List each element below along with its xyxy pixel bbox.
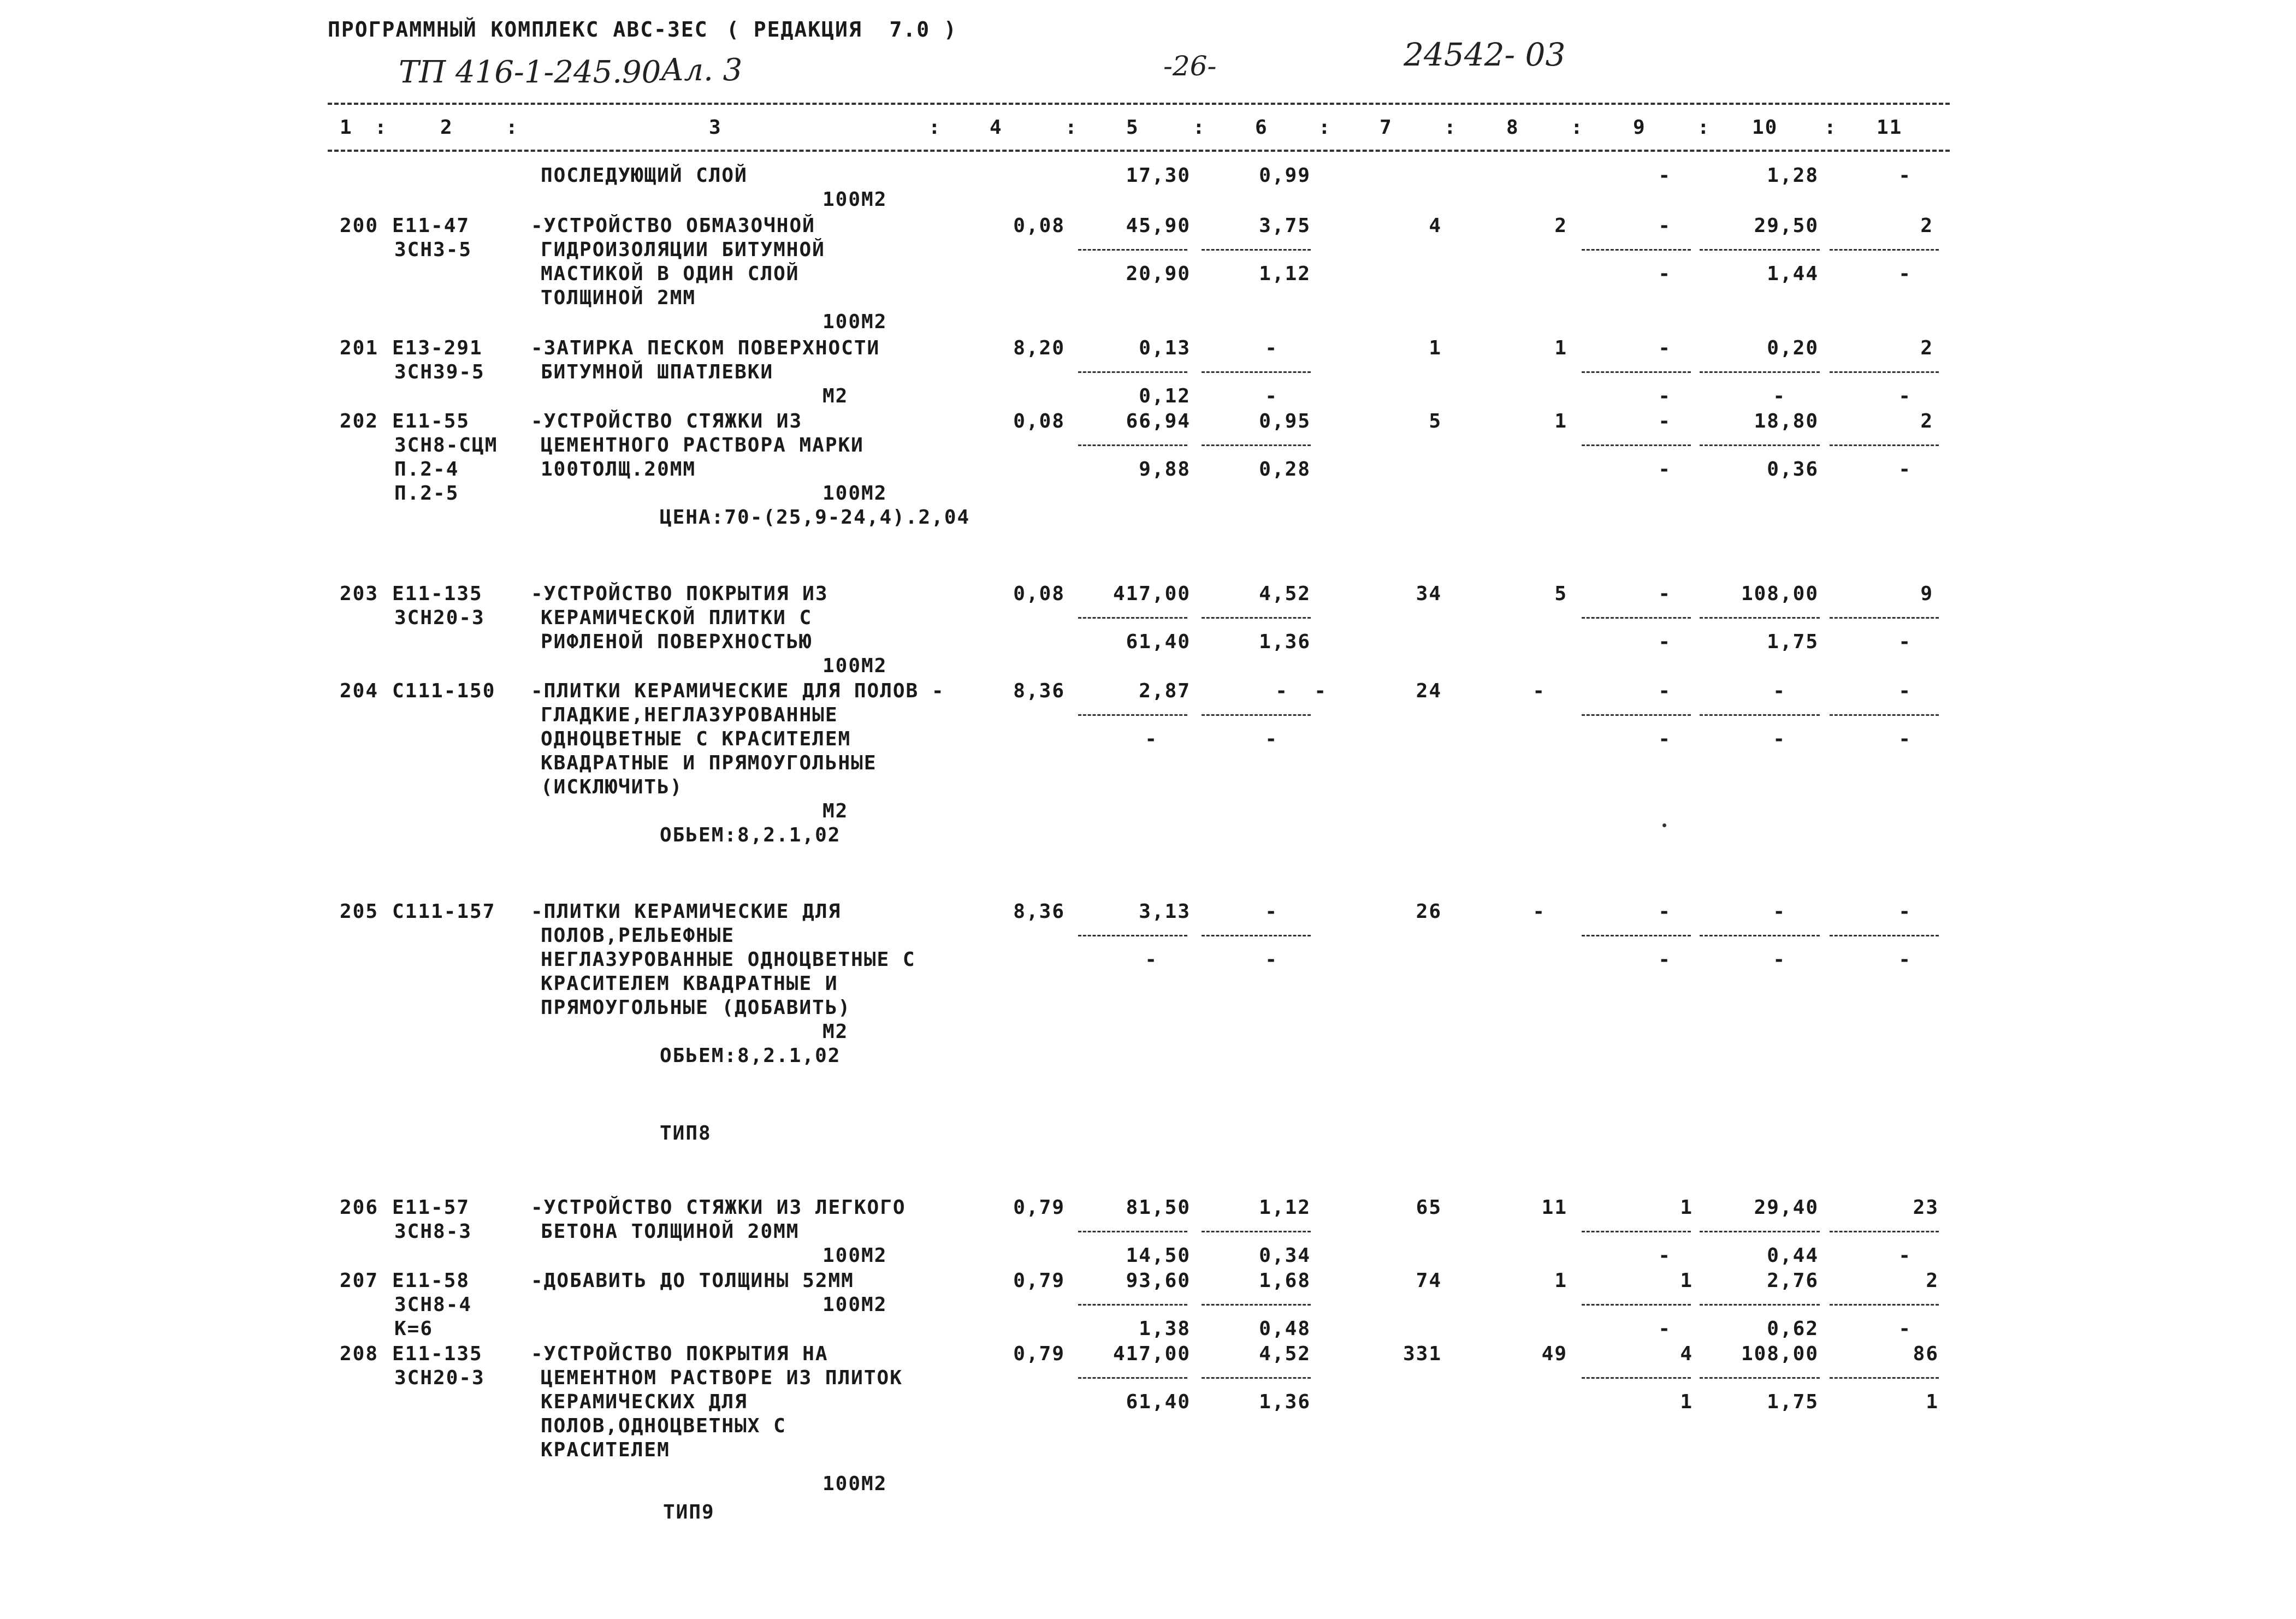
cell-c9-bottom: -	[1658, 1244, 1671, 1267]
divider	[1700, 1231, 1820, 1232]
divider	[1830, 1231, 1939, 1232]
divider	[1202, 249, 1311, 251]
work-name: -ПЛИТКИ КЕРАМИЧЕСКИЕ ДЛЯ ПОЛОВ -	[531, 680, 945, 702]
col-header-6: 6	[1255, 116, 1268, 139]
cell-c6-top: 0,95	[1259, 410, 1311, 432]
volume-formula: ОБЬЕМ:8,2.1,02	[660, 824, 841, 846]
cell-c10-bottom: 0,62	[1767, 1318, 1819, 1340]
cell-c9-bottom: -	[1658, 728, 1671, 750]
work-name: 100ТОЛЩ.20ММ	[541, 458, 696, 481]
cell-c10-bottom: 0,44	[1767, 1244, 1819, 1267]
cell-c6-bottom: -	[1265, 728, 1278, 750]
work-name: ПОЛОВ,ОДНОЦВЕТНЫХ С	[541, 1415, 786, 1437]
cell-c11-top: 86	[1913, 1343, 1939, 1365]
program-title: ПРОГРАММНЫЙ КОМПЛЕКС АВС-3ЕС	[328, 17, 708, 41]
cell-c10-top: -	[1773, 900, 1786, 923]
divider	[1202, 1377, 1311, 1379]
cell-c5-bottom: 17,30	[1126, 164, 1191, 187]
col-sep: :	[1571, 116, 1584, 139]
col-header-11: 11	[1877, 116, 1903, 139]
cell-c10-top: 29,40	[1754, 1196, 1819, 1219]
cell-c5-top: 3,13	[1139, 900, 1191, 923]
divider	[1582, 714, 1691, 716]
cell-c6-bottom: 1,36	[1259, 1391, 1311, 1413]
row-number: 207	[340, 1270, 379, 1292]
work-name: МАСТИКОЙ В ОДИН СЛОЙ	[541, 263, 800, 285]
cell-c10-bottom: 1,44	[1767, 263, 1819, 285]
volume-formula: ОБЬЕМ:8,2.1,02	[660, 1045, 841, 1067]
work-name: -УСТРОЙСТВО СТЯЖКИ ИЗ	[531, 410, 803, 432]
rate-code: С111-150	[392, 680, 496, 702]
cell-c6-top: - -	[1275, 680, 1327, 702]
col-sep: :	[1065, 116, 1078, 139]
cell-c10-top: 0,20	[1767, 337, 1819, 359]
cell-c9-top: -	[1658, 583, 1671, 605]
cell-c11-bottom: -	[1898, 385, 1912, 407]
work-name: ГИДРОИЗОЛЯЦИИ БИТУМНОЙ	[541, 239, 825, 261]
cell-c11-bottom: -	[1898, 1244, 1912, 1267]
cell-c5-top: 2,87	[1139, 680, 1191, 702]
work-name: -УСТРОЙСТВО ПОКРЫТИЯ ИЗ	[531, 583, 829, 605]
work-name: -ДОБАВИТЬ ДО ТОЛЩИНЫ 52ММ	[531, 1270, 854, 1292]
col-sep: :	[1824, 116, 1837, 139]
divider	[1202, 371, 1311, 373]
cell-c5-top: 81,50	[1126, 1196, 1191, 1219]
work-name: КЕРАМИЧЕСКИХ ДЛЯ	[541, 1391, 748, 1413]
cell-c6-bottom: 0,99	[1259, 164, 1311, 187]
unit: 100М2	[822, 188, 887, 211]
header-top-rule	[328, 103, 1950, 105]
cell-c9-bottom: -	[1658, 164, 1671, 187]
quantity: 8,36	[1013, 680, 1065, 702]
cell-c5-bottom: 20,90	[1126, 263, 1191, 285]
divider	[1202, 935, 1311, 936]
divider	[1078, 617, 1187, 619]
cell-c11-bottom: -	[1898, 948, 1912, 971]
work-name: ГЛАДКИЕ,НЕГЛАЗУРОВАННЫЕ	[541, 704, 838, 726]
divider	[1582, 1304, 1691, 1306]
cell-c10-top: 108,00	[1741, 583, 1819, 605]
price-code: ЗСН20-3	[394, 607, 485, 629]
cell-c10-top: 29,50	[1754, 215, 1819, 237]
cell-c8: 2	[1554, 215, 1567, 237]
cell-c6-bottom: -	[1265, 385, 1278, 407]
section-label: ТИП8	[660, 1122, 712, 1144]
col-header-4: 4	[990, 116, 1003, 139]
col-header-1: 1	[340, 116, 353, 139]
work-name: ПОСЛЕДУЮЩИЙ СЛОЙ	[541, 164, 748, 187]
cell-c10-bottom: 0,36	[1767, 458, 1819, 481]
price-formula: ЦЕНА:70-(25,9-24,4).2,04	[660, 506, 971, 529]
rate-code: Е11-135	[392, 1343, 483, 1365]
cell-c7: 74	[1416, 1270, 1442, 1292]
cell-c11-bottom: 1	[1926, 1391, 1939, 1413]
cell-c6-bottom: -	[1265, 948, 1278, 971]
unit: 100М2	[822, 1473, 887, 1495]
cell-c5-bottom: 9,88	[1139, 458, 1191, 481]
cell-c9-top: 4	[1680, 1343, 1693, 1365]
cell-c9-top: -	[1658, 215, 1671, 237]
cell-c5-bottom: 61,40	[1126, 1391, 1191, 1413]
unit: 100М2	[822, 1244, 887, 1267]
rate-code: С111-157	[392, 900, 496, 923]
cell-c9-top: -	[1658, 900, 1671, 923]
unit: 100М2	[822, 655, 887, 677]
divider	[1582, 1231, 1691, 1232]
divider	[1830, 371, 1939, 373]
work-name: ПОЛОВ,РЕЛЬЕФНЫЕ	[541, 924, 735, 947]
work-name: ОДНОЦВЕТНЫЕ С КРАСИТЕЛЕМ	[541, 728, 851, 750]
unit: 100М2	[822, 482, 887, 505]
cell-c6-top: 1,12	[1259, 1196, 1311, 1219]
reference: П.2-5	[394, 482, 459, 505]
row-number: 200	[340, 215, 379, 237]
cell-c6-top: 3,75	[1259, 215, 1311, 237]
work-name: ЦЕМЕНТНОГО РАСТВОРА МАРКИ	[541, 434, 864, 456]
col-sep: :	[1444, 116, 1457, 139]
cell-c11-top: 2	[1920, 215, 1933, 237]
cell-c9-top: 1	[1680, 1270, 1693, 1292]
divider	[1830, 714, 1939, 716]
divider	[1700, 1304, 1820, 1306]
work-name: БЕТОНА ТОЛЩИНОЙ 20ММ	[541, 1220, 800, 1243]
cell-c11-bottom: -	[1898, 728, 1912, 750]
divider	[1830, 935, 1939, 936]
quantity: 0,79	[1013, 1196, 1065, 1219]
cell-c6-bottom: 0,28	[1259, 458, 1311, 481]
cell-c8: -	[1532, 900, 1546, 923]
row-number: 205	[340, 900, 379, 923]
col-header-7: 7	[1380, 116, 1393, 139]
rate-code: Е11-47	[392, 215, 470, 237]
cell-c11-bottom: -	[1898, 458, 1912, 481]
cell-c5-top: 66,94	[1126, 410, 1191, 432]
divider	[1582, 935, 1691, 936]
unit: 100М2	[822, 1294, 887, 1316]
divider	[1830, 1304, 1939, 1306]
cell-c11-top: 2	[1926, 1270, 1939, 1292]
col-header-3: 3	[709, 116, 722, 139]
cell-c11-top: 2	[1920, 410, 1933, 432]
cell-c9-top: 1	[1680, 1196, 1693, 1219]
rate-code: Е11-55	[392, 410, 470, 432]
unit: М2	[822, 1021, 849, 1043]
cell-c7: 26	[1416, 900, 1442, 923]
divider	[1078, 714, 1187, 716]
cell-c10-bottom: -	[1773, 948, 1786, 971]
cell-c5-bottom: -	[1145, 728, 1158, 750]
work-name: ЦЕМЕНТНОМ РАСТВОРЕ ИЗ ПЛИТОК	[541, 1367, 903, 1389]
divider	[1700, 444, 1820, 446]
page-number: -26-	[1163, 50, 1217, 82]
section-label: ТИП9	[663, 1501, 715, 1523]
rate-code: Е13-291	[392, 337, 483, 359]
quantity: 8,36	[1013, 900, 1065, 923]
cell-c6-bottom: 1,12	[1259, 263, 1311, 285]
price-code: ЗСН3-5	[394, 239, 472, 261]
row-number: 206	[340, 1196, 379, 1219]
reference: П.2-4	[394, 458, 459, 481]
quantity: 0,08	[1013, 410, 1065, 432]
cell-c11-bottom: -	[1898, 631, 1912, 653]
row-number: 203	[340, 583, 379, 605]
unit: 100М2	[822, 311, 887, 333]
quantity: 0,79	[1013, 1270, 1065, 1292]
cell-c10-bottom: -	[1773, 728, 1786, 750]
cell-c5-top: 93,60	[1126, 1270, 1191, 1292]
cell-c6-bottom: 0,48	[1259, 1318, 1311, 1340]
cell-c5-bottom: 1,38	[1139, 1318, 1191, 1340]
col-header-5: 5	[1126, 116, 1139, 139]
divider	[1582, 1377, 1691, 1379]
cell-c5-bottom: 14,50	[1126, 1244, 1191, 1267]
cell-c10-bottom: 1,75	[1767, 1391, 1819, 1413]
cell-c10-bottom: -	[1773, 385, 1786, 407]
cell-c9-bottom: -	[1658, 263, 1671, 285]
divider	[1830, 617, 1939, 619]
divider	[1078, 249, 1187, 251]
work-name: НЕГЛАЗУРОВАННЫЕ ОДНОЦВЕТНЫЕ С	[541, 948, 916, 971]
cell-c10-bottom: 1,75	[1767, 631, 1819, 653]
col-header-9: 9	[1633, 116, 1646, 139]
divider	[1202, 1231, 1311, 1232]
cell-c9-top: -	[1658, 337, 1671, 359]
work-name: КРАСИТЕЛЕМ КВАДРАТНЫЕ И	[541, 972, 838, 995]
unit: М2	[822, 800, 849, 822]
work-name: -УСТРОЙСТВО ОБМАЗОЧНОЙ	[531, 215, 815, 237]
divider	[1078, 935, 1187, 936]
cell-c11-top: -	[1898, 680, 1912, 702]
cell-c8: -	[1532, 680, 1546, 702]
work-name: (ИСКЛЮЧИТЬ)	[541, 776, 683, 798]
cell-c9-bottom: 1	[1680, 1391, 1693, 1413]
work-name: КВАДРАТНЫЕ И ПРЯМОУГОЛЬНЫЕ	[541, 752, 877, 774]
cell-c11-top: -	[1898, 900, 1912, 923]
divider	[1700, 371, 1820, 373]
cell-c10-top: -	[1773, 680, 1786, 702]
cell-c8: 1	[1554, 1270, 1567, 1292]
cell-c9-bottom: -	[1658, 631, 1671, 653]
row-number: 204	[340, 680, 379, 702]
price-code: ЗСН8-4	[394, 1294, 472, 1316]
cell-c10-bottom: 1,28	[1767, 164, 1819, 187]
album-number: Ал. 3	[661, 52, 743, 88]
stray-dot	[1662, 823, 1666, 827]
price-code: ЗСН8-СЦМ	[394, 434, 498, 456]
cell-c6-top: -	[1265, 900, 1278, 923]
cell-c8: 1	[1554, 337, 1567, 359]
cell-c5-bottom: 0,12	[1139, 385, 1191, 407]
work-name: -УСТРОЙСТВО СТЯЖКИ ИЗ ЛЕГКОГО	[531, 1196, 906, 1219]
work-name: КРАСИТЕЛЕМ	[541, 1439, 670, 1461]
cell-c10-top: 108,00	[1741, 1343, 1819, 1365]
quantity: 0,08	[1013, 215, 1065, 237]
col-header-8: 8	[1506, 116, 1519, 139]
work-name: КЕРАМИЧЕСКОЙ ПЛИТКИ С	[541, 607, 813, 629]
edition-label: ( РЕДАКЦИЯ 7.0 )	[726, 17, 957, 41]
divider	[1078, 1304, 1187, 1306]
price-code: ЗСН20-3	[394, 1367, 485, 1389]
price-code: ЗСН39-5	[394, 361, 485, 383]
cell-c11-top: 23	[1913, 1196, 1939, 1219]
cell-c6-top: -	[1265, 337, 1278, 359]
divider	[1700, 714, 1820, 716]
cell-c9-bottom: -	[1658, 948, 1671, 971]
divider	[1078, 1231, 1187, 1232]
work-name: -УСТРОЙСТВО ПОКРЫТИЯ НА	[531, 1343, 829, 1365]
cell-c8: 49	[1541, 1343, 1567, 1365]
work-name: -ПЛИТКИ КЕРАМИЧЕСКИЕ ДЛЯ	[531, 900, 842, 923]
col-sep: :	[928, 116, 942, 139]
work-name: ПРЯМОУГОЛЬНЫЕ (ДОБАВИТЬ)	[541, 997, 851, 1019]
cell-c5-top: 417,00	[1113, 583, 1191, 605]
divider	[1582, 617, 1691, 619]
cell-c11-bottom: -	[1898, 1318, 1912, 1340]
col-sep: :	[1318, 116, 1332, 139]
cell-c7: 4	[1429, 215, 1442, 237]
divider	[1700, 935, 1820, 936]
cell-c5-bottom: -	[1145, 948, 1158, 971]
cell-c9-bottom: -	[1658, 385, 1671, 407]
divider	[1830, 249, 1939, 251]
col-header-10: 10	[1752, 116, 1778, 139]
divider	[1078, 371, 1187, 373]
cell-c7: 24	[1416, 680, 1442, 702]
col-sep: :	[375, 116, 388, 139]
cell-c11-bottom: -	[1898, 164, 1912, 187]
cell-c5-top: 0,13	[1139, 337, 1191, 359]
divider	[1078, 444, 1187, 446]
col-header-2: 2	[440, 116, 453, 139]
cell-c7: 1	[1429, 337, 1442, 359]
divider	[1700, 1377, 1820, 1379]
cell-c9-bottom: -	[1658, 458, 1671, 481]
cell-c10-top: 18,80	[1754, 410, 1819, 432]
rate-code: Е11-58	[392, 1270, 470, 1292]
cell-c5-top: 45,90	[1126, 215, 1191, 237]
divider	[1202, 444, 1311, 446]
col-sep: :	[1697, 116, 1711, 139]
cell-c6-bottom: 1,36	[1259, 631, 1311, 653]
cell-c5-top: 417,00	[1113, 1343, 1191, 1365]
cell-c9-top: -	[1658, 410, 1671, 432]
cell-c8: 1	[1554, 410, 1567, 432]
project-code: ТП 416-1-245.90	[399, 55, 661, 90]
quantity: 0,79	[1013, 1343, 1065, 1365]
cell-c11-bottom: -	[1898, 263, 1912, 285]
cell-c8: 11	[1541, 1196, 1567, 1219]
header-bottom-rule	[328, 150, 1950, 152]
row-number: 208	[340, 1343, 379, 1365]
unit: М2	[822, 385, 849, 407]
cell-c6-top: 4,52	[1259, 1343, 1311, 1365]
divider	[1830, 444, 1939, 446]
coefficient: К=6	[394, 1318, 434, 1340]
cell-c7: 34	[1416, 583, 1442, 605]
quantity: 0,08	[1013, 583, 1065, 605]
rate-code: Е11-135	[392, 583, 483, 605]
cell-c9-top: -	[1658, 680, 1671, 702]
cell-c6-bottom: 0,34	[1259, 1244, 1311, 1267]
rate-code: Е11-57	[392, 1196, 470, 1219]
cell-c11-top: 2	[1920, 337, 1933, 359]
cell-c10-top: 2,76	[1767, 1270, 1819, 1292]
col-sep: :	[506, 116, 519, 139]
cell-c11-top: 9	[1920, 583, 1933, 605]
divider	[1202, 617, 1311, 619]
cell-c7: 5	[1429, 410, 1442, 432]
divider	[1582, 371, 1691, 373]
work-name: ТОЛЩИНОЙ 2ММ	[541, 287, 696, 309]
divider	[1700, 249, 1820, 251]
divider	[1202, 1304, 1311, 1306]
divider	[1202, 714, 1311, 716]
divider	[1700, 617, 1820, 619]
divider	[1830, 1377, 1939, 1379]
row-number: 201	[340, 337, 379, 359]
price-code: ЗСН8-3	[394, 1220, 472, 1243]
quantity: 8,20	[1013, 337, 1065, 359]
row-number: 202	[340, 410, 379, 432]
cell-c8: 5	[1554, 583, 1567, 605]
work-name: -ЗАТИРКА ПЕСКОМ ПОВЕРХНОСТИ	[531, 337, 880, 359]
cell-c9-bottom: -	[1658, 1318, 1671, 1340]
col-sep: :	[1193, 116, 1206, 139]
divider	[1582, 444, 1691, 446]
work-name: БИТУМНОЙ ШПАТЛЕВКИ	[541, 361, 774, 383]
cell-c6-top: 1,68	[1259, 1270, 1311, 1292]
cell-c7: 331	[1403, 1343, 1442, 1365]
document-number: 24542- 03	[1404, 36, 1566, 73]
cell-c6-top: 4,52	[1259, 583, 1311, 605]
cell-c7: 65	[1416, 1196, 1442, 1219]
cell-c5-bottom: 61,40	[1126, 631, 1191, 653]
divider	[1582, 249, 1691, 251]
work-name: РИФЛЕНОЙ ПОВЕРХНОСТЬЮ	[541, 631, 813, 653]
divider	[1078, 1377, 1187, 1379]
